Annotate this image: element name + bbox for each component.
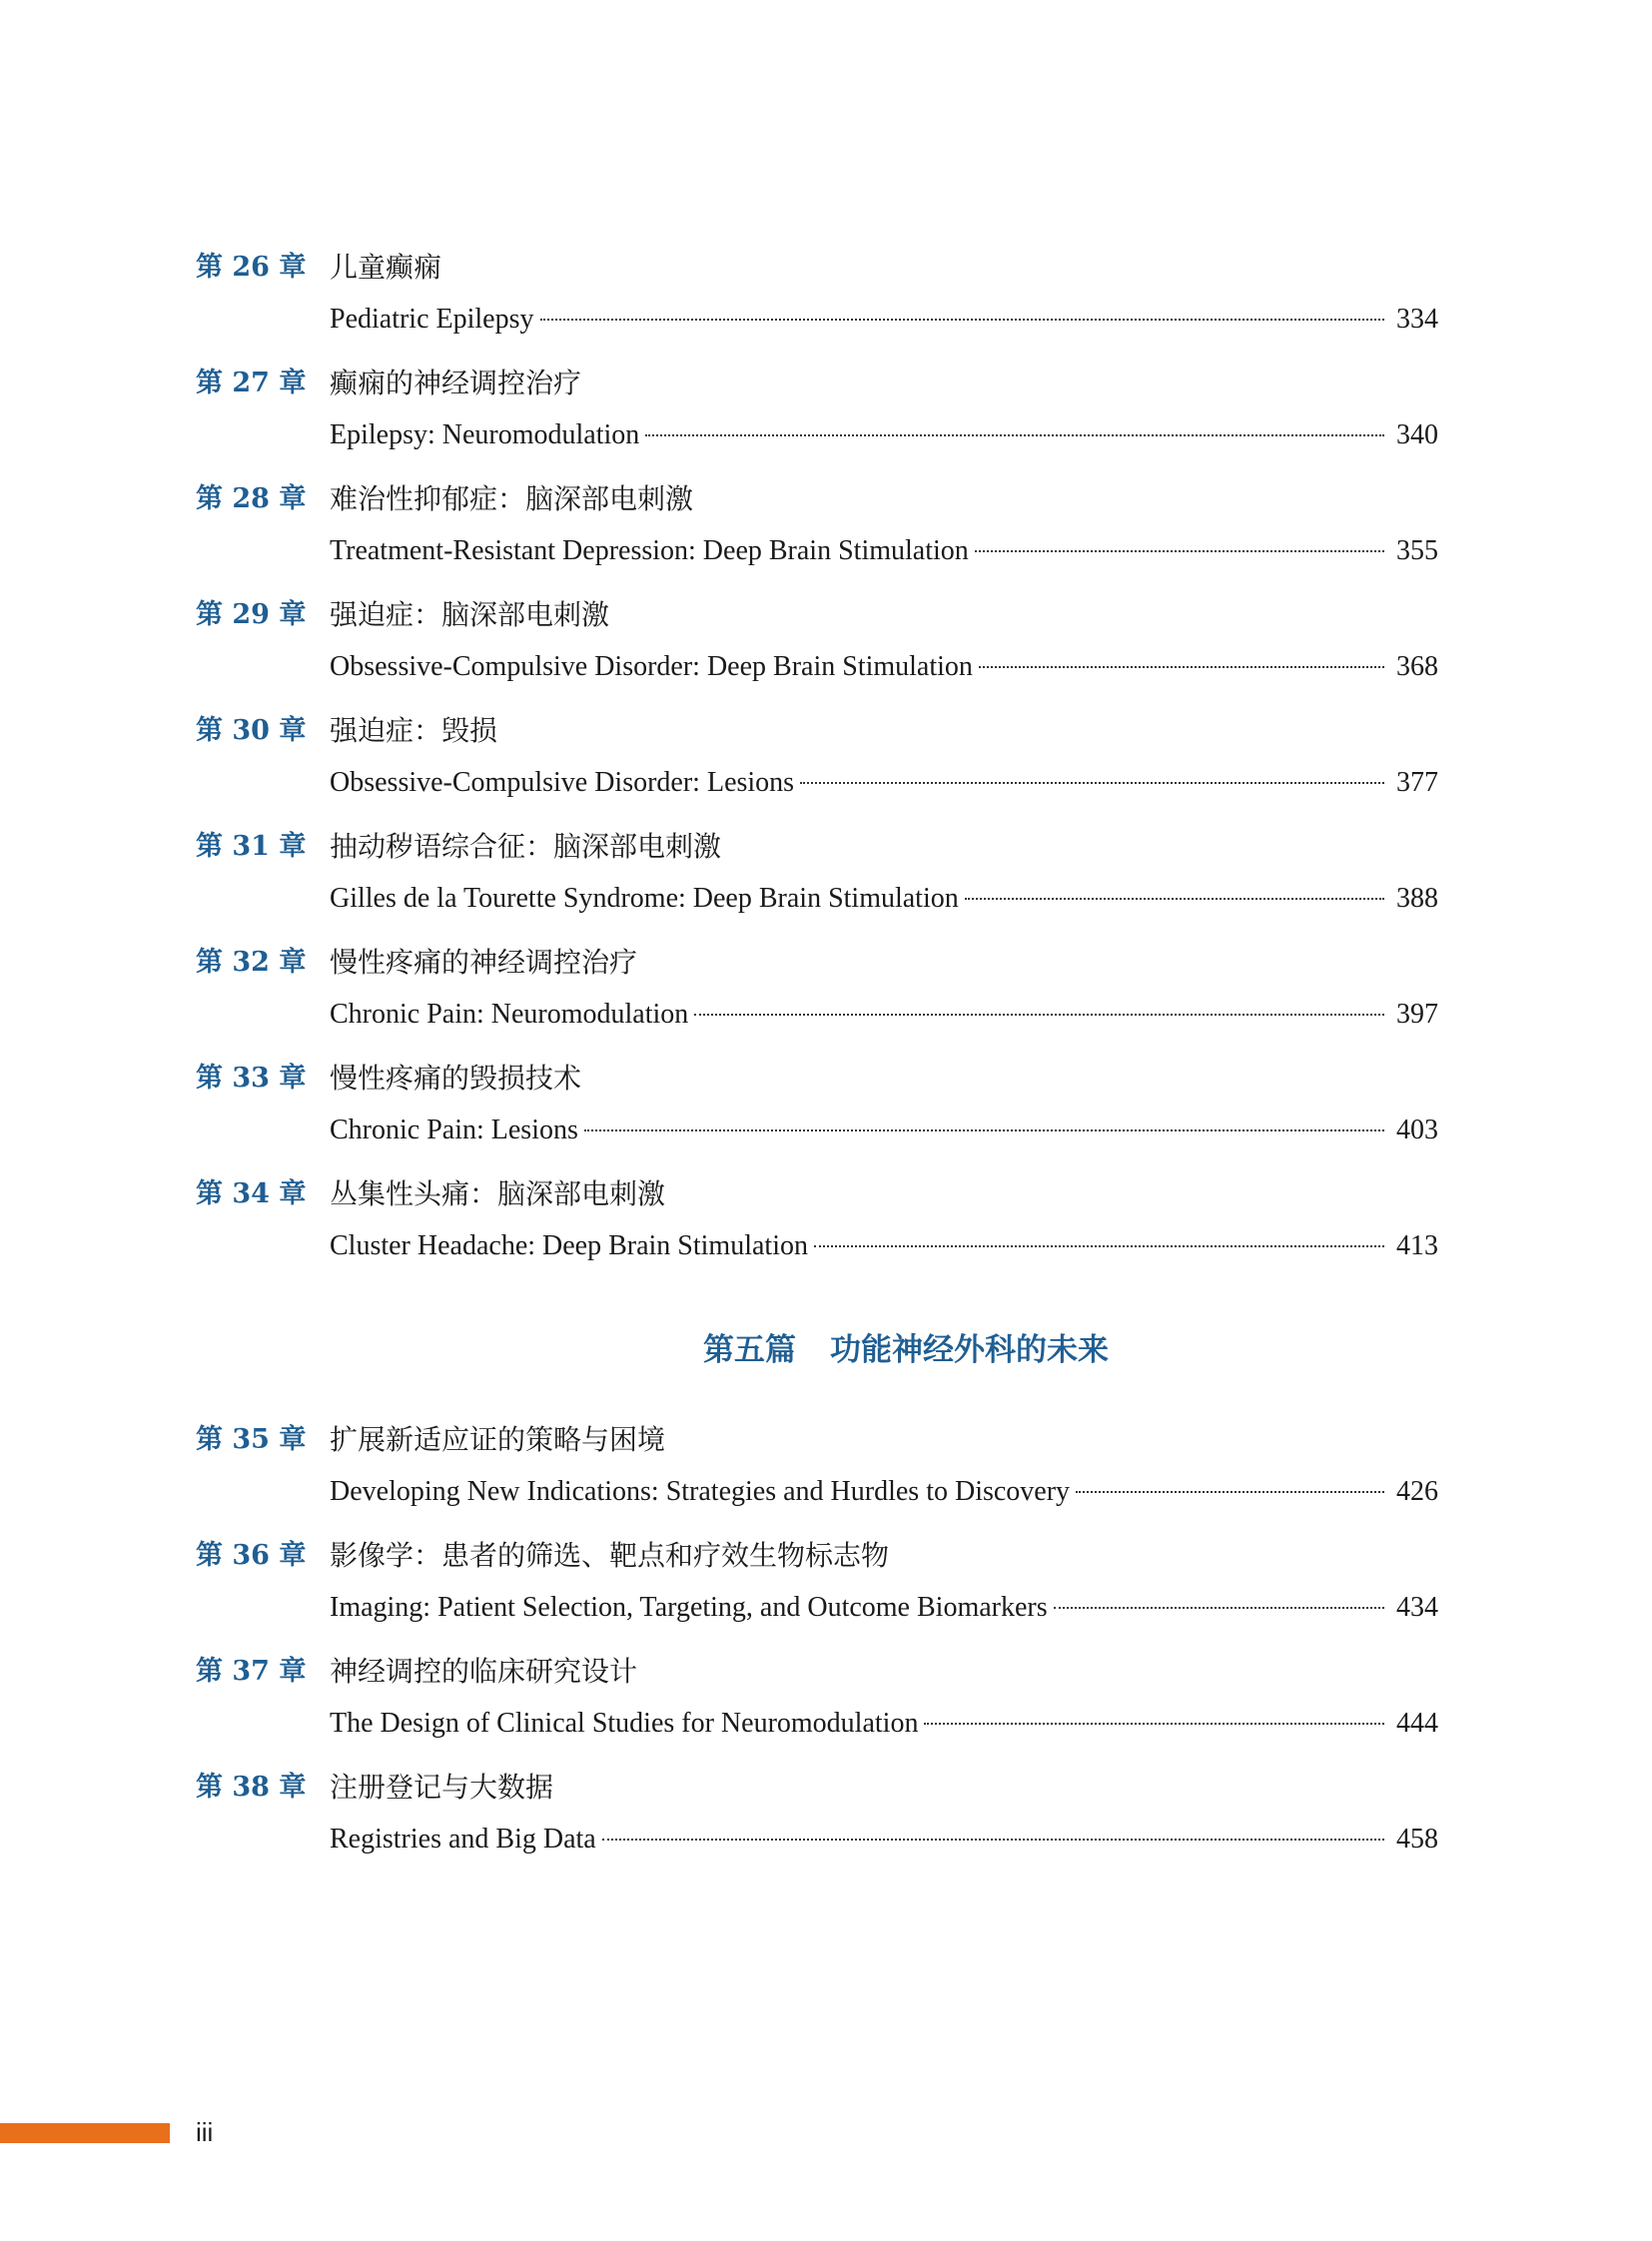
chapter-number: 第 33 章 bbox=[196, 1063, 307, 1094]
dot-leader bbox=[965, 898, 1384, 900]
toc-entry-ch35[interactable] bbox=[0, 1420, 1652, 1536]
dot-leader bbox=[584, 1129, 1384, 1131]
chapter-number: 第 29 章 bbox=[196, 599, 307, 630]
chapter-title-en: Pediatric Epilepsy bbox=[330, 304, 534, 335]
chapter-title-en: Obsessive-Compulsive Disorder: Deep Brain Stimulation bbox=[330, 651, 973, 682]
chapter-page-number: 397 bbox=[1396, 999, 1438, 1030]
dot-leader bbox=[814, 1245, 1384, 1247]
chapter-page-number: 334 bbox=[1396, 304, 1438, 335]
chapter-page-number: 458 bbox=[1396, 1824, 1438, 1855]
part-heading bbox=[0, 1328, 1652, 1372]
chapter-page-number: 403 bbox=[1396, 1115, 1438, 1145]
chapter-page-number: 388 bbox=[1396, 883, 1438, 914]
footer-accent-bar bbox=[0, 2123, 170, 2143]
chapter-page-number: 340 bbox=[1396, 419, 1438, 450]
chapter-entry-row bbox=[330, 1226, 1438, 1266]
dot-leader bbox=[924, 1723, 1384, 1725]
toc-entry-ch36[interactable] bbox=[0, 1536, 1652, 1652]
dot-leader bbox=[979, 666, 1384, 668]
toc-entry-ch30[interactable] bbox=[0, 711, 1652, 827]
chapter-title-zh: 慢性疼痛的毁损技术 bbox=[330, 1062, 582, 1095]
toc-entry-ch28[interactable] bbox=[0, 479, 1652, 595]
chapter-entry-row bbox=[330, 1472, 1438, 1512]
chapter-title-zh: 儿童癫痫 bbox=[330, 251, 442, 284]
chapter-page-number: 444 bbox=[1396, 1708, 1438, 1739]
chapter-page-number: 413 bbox=[1396, 1230, 1438, 1261]
chapter-number: 第 35 章 bbox=[196, 1424, 307, 1455]
chapter-number: 第 28 章 bbox=[196, 483, 307, 514]
chapter-title-zh: 慢性疼痛的神经调控治疗 bbox=[330, 946, 638, 979]
chapter-page-number: 368 bbox=[1396, 651, 1438, 682]
chapter-title-zh: 注册登记与大数据 bbox=[330, 1771, 554, 1804]
dot-leader bbox=[645, 434, 1384, 436]
chapter-number: 第 26 章 bbox=[196, 252, 307, 283]
chapter-entry-row bbox=[330, 300, 1438, 340]
part-title: 功能神经外科的未来 bbox=[830, 1332, 1109, 1368]
chapter-page-number: 426 bbox=[1396, 1476, 1438, 1507]
toc-entry-ch34[interactable] bbox=[0, 1174, 1652, 1290]
chapter-entry-row bbox=[330, 415, 1438, 455]
toc-entry-ch38[interactable] bbox=[0, 1768, 1652, 1883]
chapter-title-en: Obsessive-Compulsive Disorder: Lesions bbox=[330, 767, 795, 798]
chapter-entry-row bbox=[330, 995, 1438, 1035]
toc-entry-ch32[interactable] bbox=[0, 943, 1652, 1059]
toc-entry-ch31[interactable] bbox=[0, 827, 1652, 943]
chapter-entry-row bbox=[330, 763, 1438, 803]
chapter-entry-row bbox=[330, 1704, 1438, 1744]
chapter-page-number: 377 bbox=[1396, 767, 1438, 798]
chapter-title-en: Developing New Indications: Strategies and Hurdles to Discovery bbox=[330, 1476, 1071, 1507]
chapter-title-en: Treatment-Resistant Depression: Deep Brain Stimulation bbox=[330, 535, 969, 566]
dot-leader bbox=[602, 1839, 1384, 1841]
dot-leader bbox=[540, 319, 1384, 321]
chapter-title-zh: 难治性抑郁症：脑深部电刺激 bbox=[330, 482, 694, 515]
part-number: 第五篇 bbox=[703, 1332, 796, 1368]
chapter-entry-row bbox=[330, 647, 1438, 687]
chapter-title-zh: 抽动秽语综合征：脑深部电刺激 bbox=[330, 830, 722, 863]
dot-leader bbox=[975, 550, 1384, 552]
chapter-title-en: Chronic Pain: Neuromodulation bbox=[330, 999, 689, 1030]
chapter-number: 第 36 章 bbox=[196, 1540, 307, 1571]
dot-leader bbox=[694, 1014, 1384, 1016]
chapter-entry-row bbox=[330, 531, 1438, 571]
toc-entry-ch26[interactable] bbox=[0, 248, 1652, 364]
chapter-page-number: 434 bbox=[1396, 1592, 1438, 1623]
dot-leader bbox=[1076, 1491, 1384, 1493]
chapter-title-zh: 丛集性头痛：脑深部电刺激 bbox=[330, 1177, 666, 1210]
chapter-page-number: 355 bbox=[1396, 535, 1438, 566]
chapter-title-zh: 神经调控的临床研究设计 bbox=[330, 1655, 638, 1688]
chapter-entry-row bbox=[330, 879, 1438, 919]
page-number: iii bbox=[196, 2117, 214, 2147]
chapter-entry-row bbox=[330, 1111, 1438, 1150]
chapter-title-en: Epilepsy: Neuromodulation bbox=[330, 419, 640, 450]
chapter-number: 第 30 章 bbox=[196, 715, 307, 746]
toc-entry-ch29[interactable] bbox=[0, 595, 1652, 711]
dot-leader bbox=[1054, 1607, 1384, 1609]
chapter-title-zh: 癫痫的神经调控治疗 bbox=[330, 367, 582, 399]
dot-leader bbox=[800, 782, 1384, 784]
chapter-title-en: Gilles de la Tourette Syndrome: Deep Brain Stimulation bbox=[330, 883, 959, 914]
chapter-title-zh: 影像学：患者的筛选、靶点和疗效生物标志物 bbox=[330, 1539, 890, 1572]
chapter-number: 第 37 章 bbox=[196, 1656, 307, 1687]
chapter-number: 第 34 章 bbox=[196, 1178, 307, 1209]
chapter-title-zh: 强迫症：毁损 bbox=[330, 714, 498, 747]
chapter-number: 第 27 章 bbox=[196, 368, 307, 398]
chapter-title-en: Registries and Big Data bbox=[330, 1824, 596, 1855]
chapter-title-en: Imaging: Patient Selection, Targeting, and Outcome Biomarkers bbox=[330, 1592, 1048, 1623]
chapter-entry-row bbox=[330, 1820, 1438, 1860]
toc-entry-ch33[interactable] bbox=[0, 1059, 1652, 1174]
chapter-title-zh: 强迫症：脑深部电刺激 bbox=[330, 598, 610, 631]
toc-entry-ch27[interactable] bbox=[0, 364, 1652, 479]
chapter-number: 第 31 章 bbox=[196, 831, 307, 862]
toc-entry-ch37[interactable] bbox=[0, 1652, 1652, 1768]
chapter-title-en: Cluster Headache: Deep Brain Stimulation bbox=[330, 1230, 808, 1261]
chapter-title-en: Chronic Pain: Lesions bbox=[330, 1115, 578, 1145]
chapter-entry-row bbox=[330, 1588, 1438, 1628]
chapter-title-en: The Design of Clinical Studies for Neuromodulation bbox=[330, 1708, 919, 1739]
chapter-number: 第 32 章 bbox=[196, 947, 307, 978]
chapter-number: 第 38 章 bbox=[196, 1772, 307, 1803]
chapter-title-zh: 扩展新适应证的策略与困境 bbox=[330, 1423, 666, 1456]
